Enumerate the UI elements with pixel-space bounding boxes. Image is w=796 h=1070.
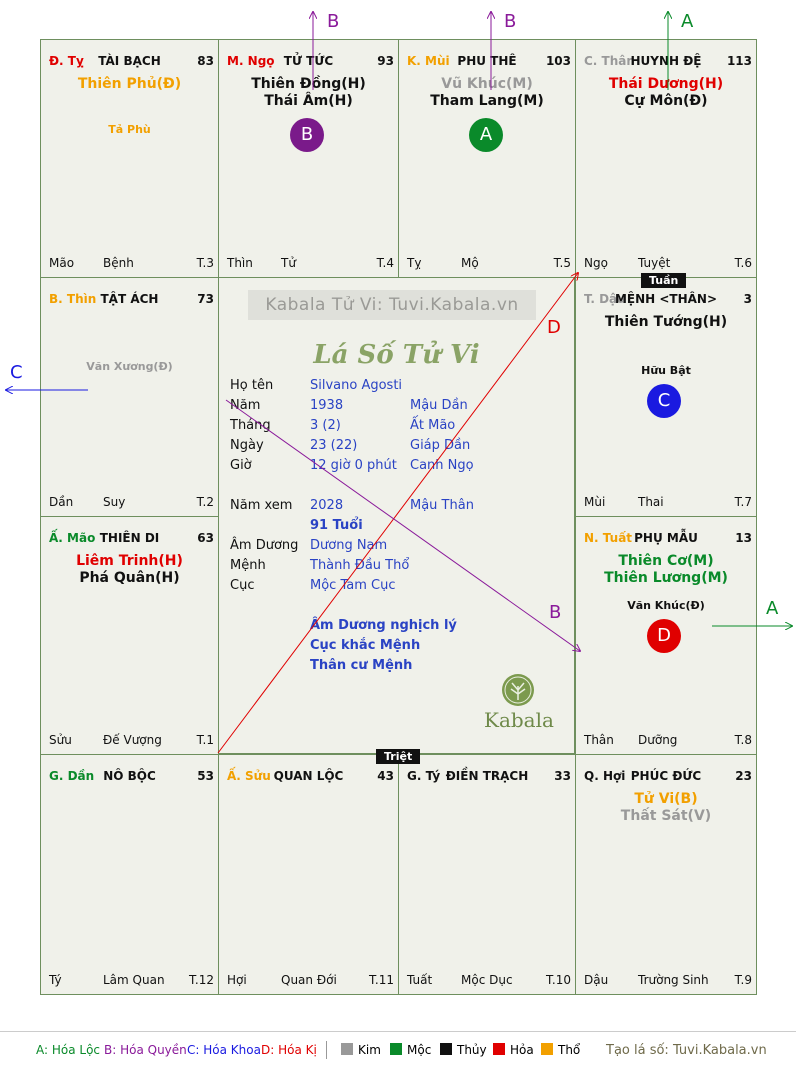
info-note-1: Âm Dương nghịch lý xyxy=(310,618,457,633)
legend-tho-label: Thổ xyxy=(558,1043,581,1057)
palace-number: 113 xyxy=(726,54,752,68)
major-star: Thiên Đồng(H) xyxy=(251,76,366,92)
palace-name: PHU THÊ xyxy=(457,54,517,68)
palace-name: HUYNH ĐỆ xyxy=(630,54,702,68)
palace-branch: Thìn xyxy=(227,256,253,270)
palace-location: Đ. Tỵ xyxy=(49,54,84,68)
legend-kim-label: Kim xyxy=(358,1043,381,1057)
info-value-day: 23 (22) xyxy=(310,438,358,453)
palace-branch: Hợi xyxy=(227,973,247,987)
palace-branch: Tuất xyxy=(407,973,433,987)
legend-sep xyxy=(326,1041,327,1059)
badge-c: C xyxy=(647,384,681,418)
palace-branch: Tý xyxy=(49,973,62,987)
palace-limit: T.2 xyxy=(196,495,214,509)
palace-branch: Mão xyxy=(49,256,75,270)
palace-limit: T.8 xyxy=(734,733,752,747)
arrow-label-b2: B xyxy=(504,11,517,32)
legend-site: Tạo lá số: Tuvi.Kabala.vn xyxy=(606,1043,767,1058)
minor-star: Tả Phù xyxy=(108,123,151,136)
palace-location: T. Dậu xyxy=(584,292,626,306)
palace-stage: Quan Đới xyxy=(281,973,337,987)
major-star: Thiên Lương(M) xyxy=(604,570,728,586)
legend-divider xyxy=(0,1031,796,1032)
palace-number: 3 xyxy=(743,292,752,306)
tuan-tag: Tuần xyxy=(641,273,686,288)
palace-number: 23 xyxy=(735,769,752,783)
major-star: Thiên Cơ(M) xyxy=(618,553,714,569)
major-star: Tham Lang(M) xyxy=(430,93,544,109)
badge-b: B xyxy=(290,118,324,152)
palace-limit: T.12 xyxy=(189,973,214,987)
palace-stage: Mộc Dục xyxy=(461,973,513,987)
info-value-month: 3 (2) xyxy=(310,418,341,433)
legend-moc xyxy=(390,1043,431,1057)
palace-number: 53 xyxy=(197,769,214,783)
line-b-diag xyxy=(226,400,580,651)
info-canchi-hour: Canh Ngọ xyxy=(410,458,474,473)
legend-hoa xyxy=(493,1043,534,1057)
palace-name: PHỤ MẪU xyxy=(634,531,698,545)
info-value-yinyang: Dương Nam xyxy=(310,538,388,553)
major-star: Phá Quân(H) xyxy=(79,570,180,586)
arrow-label-b1: B xyxy=(327,11,340,32)
info-label-cuc: Cục xyxy=(230,578,255,593)
palace-branch: Mùi xyxy=(584,495,606,509)
legend-a: A: Hóa Lộc xyxy=(36,1043,101,1057)
palace-number: 103 xyxy=(545,54,571,68)
swatch-hoa xyxy=(493,1043,505,1055)
major-star: Thiên Phủ(Đ) xyxy=(77,76,182,92)
info-label-hour: Giờ xyxy=(230,458,252,473)
palace-location: G. Dần xyxy=(49,769,95,783)
palace-location: Q. Hợi xyxy=(584,769,626,783)
arrow-label-b-diag: B xyxy=(549,602,562,623)
palace-limit: T.4 xyxy=(376,256,394,270)
arrow-label-a2: A xyxy=(766,598,779,619)
palace-stage: Suy xyxy=(103,495,126,509)
arrow-label-c: C xyxy=(10,362,23,383)
palace-name: TỬ TỨC xyxy=(283,54,334,68)
info-note-3: Thân cư Mệnh xyxy=(310,658,413,673)
swatch-tho xyxy=(541,1043,553,1055)
brand-name: Kabala xyxy=(484,708,554,732)
palace-location: Ấ. Mão xyxy=(49,531,96,545)
palace-location: M. Ngọ xyxy=(227,54,275,68)
palace-name: ĐIỀN TRẠCH xyxy=(445,769,529,783)
info-label-day: Ngày xyxy=(230,438,264,453)
major-star: Thái Âm(H) xyxy=(264,93,353,109)
palace-name: THIÊN DI xyxy=(99,531,160,545)
palace-limit: T.6 xyxy=(734,256,752,270)
palace-number: 93 xyxy=(377,54,394,68)
legend-b: B: Hóa Quyền xyxy=(104,1043,187,1057)
palace-number: 33 xyxy=(554,769,571,783)
palace-stage: Tuyệt xyxy=(638,256,671,270)
palace-branch: Ngọ xyxy=(584,256,608,270)
arrow-label-d: D xyxy=(547,317,561,338)
info-value-cuc: Mộc Tam Cục xyxy=(310,578,396,593)
palace-name: TÀI BẠCH xyxy=(98,54,161,68)
info-note-2: Cục khắc Mệnh xyxy=(310,638,421,653)
palace-number: 83 xyxy=(197,54,214,68)
legend-tho xyxy=(541,1043,580,1057)
info-label-destiny: Mệnh xyxy=(230,558,266,573)
info-value-year: 1938 xyxy=(310,398,344,413)
palace-limit: T.5 xyxy=(553,256,571,270)
palace-branch: Dần xyxy=(49,495,74,509)
info-age: 91 Tuổi xyxy=(310,518,363,533)
major-star: Cự Môn(Đ) xyxy=(624,93,708,109)
swatch-thuy xyxy=(440,1043,452,1055)
palace-branch: Sửu xyxy=(49,733,72,747)
info-label-year: Năm xyxy=(230,398,261,413)
palace-location: K. Mùi xyxy=(407,54,450,68)
palace-limit: T.9 xyxy=(734,973,752,987)
palace-limit: T.3 xyxy=(196,256,214,270)
info-canchi-month: Ất Mão xyxy=(410,418,456,433)
major-star: Liêm Trinh(H) xyxy=(76,553,183,569)
info-canchi-day: Giáp Dần xyxy=(410,438,471,453)
palace-name: NÔ BỘC xyxy=(103,769,156,783)
palace-number: 43 xyxy=(377,769,394,783)
swatch-kim xyxy=(341,1043,353,1055)
palace-name: TẬT ÁCH xyxy=(100,292,159,306)
major-star: Tử Vi(B) xyxy=(634,791,698,807)
palace-number: 73 xyxy=(197,292,214,306)
legend-moc-label: Mộc xyxy=(407,1043,432,1057)
palace-number: 13 xyxy=(735,531,752,545)
palace-stage: Lâm Quan xyxy=(103,973,165,987)
info-canchi-view-year: Mậu Thân xyxy=(410,498,474,513)
major-star: Thất Sát(V) xyxy=(620,808,712,824)
chart-title: Lá Số Tử Vi xyxy=(313,340,480,370)
arrow-label-a1: A xyxy=(681,11,694,32)
palace-name: QUAN LỘC xyxy=(273,769,344,783)
palace-name: PHÚC ĐỨC xyxy=(630,769,702,783)
major-star: Vũ Khúc(M) xyxy=(441,76,533,92)
info-value-view-year: 2028 xyxy=(310,498,344,513)
palace-location: C. Thân xyxy=(584,54,635,68)
badge-d: D xyxy=(647,619,681,653)
palace-branch: Dậu xyxy=(584,973,609,987)
palace-stage: Dưỡng xyxy=(638,733,678,747)
palace-stage: Đế Vượng xyxy=(103,733,162,747)
legend-d: D: Hóa Kị xyxy=(261,1043,317,1057)
watermark: Kabala Tử Vi: Tuvi.Kabala.vn xyxy=(248,290,536,320)
legend-hoa-label: Hỏa xyxy=(510,1043,534,1057)
palace-stage: Tử xyxy=(281,256,296,270)
info-label-view-year: Năm xem xyxy=(230,498,293,513)
badge-a: A xyxy=(469,118,503,152)
palace-limit: T.1 xyxy=(196,733,214,747)
palace-location: B. Thìn xyxy=(49,292,97,306)
swatch-moc xyxy=(390,1043,402,1055)
info-label-name: Họ tên xyxy=(230,378,274,393)
palace-branch: Tỵ xyxy=(407,256,422,270)
palace-location: N. Tuất xyxy=(584,531,633,545)
info-value-hour: 12 giờ 0 phút xyxy=(310,458,397,473)
line-d xyxy=(218,273,578,753)
palace-name: MỆNH <THÂN> xyxy=(614,292,718,306)
info-label-yinyang: Âm Dương xyxy=(230,538,299,553)
major-star: Thiên Tướng(H) xyxy=(604,314,728,330)
palace-location: Ấ. Sửu xyxy=(227,769,271,783)
minor-star: Văn Xương(Đ) xyxy=(86,360,173,373)
palace-branch: Thân xyxy=(584,733,614,747)
minor-star: Hữu Bật xyxy=(641,364,691,377)
palace-limit: T.10 xyxy=(546,973,571,987)
info-label-month: Tháng xyxy=(230,418,271,433)
palace-location: G. Tý xyxy=(407,769,441,783)
legend-thuy-label: Thủy xyxy=(457,1043,487,1057)
palace-stage: Trường Sinh xyxy=(638,973,709,987)
palace-stage: Bệnh xyxy=(103,256,134,270)
info-value-destiny: Thành Đầu Thổ xyxy=(310,558,410,573)
palace-stage: Thai xyxy=(638,495,664,509)
info-canchi-year: Mậu Dần xyxy=(410,398,468,413)
info-value-name: Silvano Agosti xyxy=(310,378,403,393)
triet-tag: Triệt xyxy=(376,749,420,764)
minor-star: Văn Khúc(Đ) xyxy=(627,599,705,612)
palace-limit: T.11 xyxy=(369,973,394,987)
legend-kim xyxy=(341,1043,381,1057)
legend-c: C: Hóa Khoa xyxy=(187,1043,261,1057)
palace-limit: T.7 xyxy=(734,495,752,509)
palace-number: 63 xyxy=(197,531,214,545)
major-star: Thái Dương(H) xyxy=(608,76,724,92)
legend-thuy xyxy=(440,1043,487,1057)
palace-stage: Mộ xyxy=(461,256,479,270)
